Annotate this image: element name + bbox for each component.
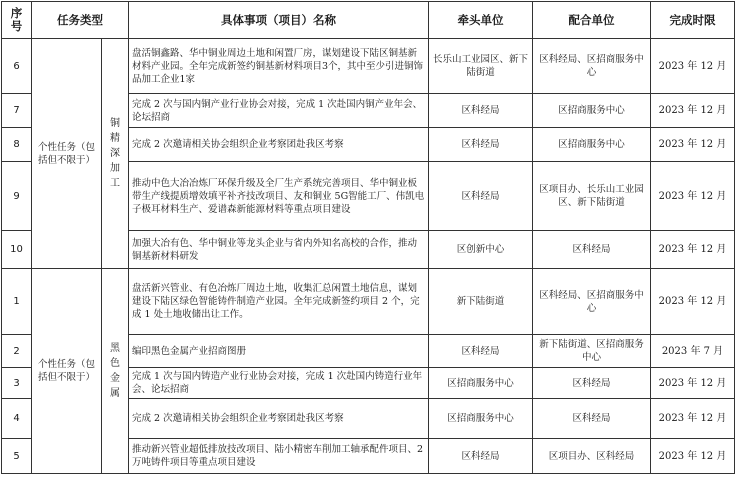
lead-cell: 区科经局	[429, 162, 533, 231]
seq-cell: 6	[2, 39, 32, 94]
lead-cell: 新下陆街道	[429, 269, 533, 335]
item-cell: 完成 2 次邀请相关协会组织企业考察团赴我区考察	[129, 128, 429, 162]
seq-cell: 3	[2, 368, 32, 399]
task-type-cell: 个性任务（包括但不限于）	[32, 269, 102, 474]
deadline-cell: 2023 年 12 月	[651, 368, 735, 399]
item-cell: 推动新兴管业超低排放技改项目、陆小精密车削加工轴承配件项目、2 万吨铸件项目等重点项目建设	[129, 439, 429, 474]
seq-cell: 9	[2, 162, 32, 231]
lead-cell: 区科经局	[429, 128, 533, 162]
deadline-cell: 2023 年 12 月	[651, 231, 735, 269]
table-row	[2, 269, 735, 335]
coop-cell: 区科经局	[533, 231, 651, 269]
seq-cell: 7	[2, 94, 32, 128]
lead-cell: 区招商服务中心	[429, 368, 533, 399]
lead-cell: 区创新中心	[429, 231, 533, 269]
deadline-cell: 2023 年 12 月	[651, 439, 735, 474]
seq-cell: 5	[2, 439, 32, 474]
coop-cell: 区科经局、区招商服务中心	[533, 269, 651, 335]
lead-cell: 区科经局	[429, 439, 533, 474]
task-table	[1, 1, 735, 474]
lead-cell: 区科经局	[429, 335, 533, 368]
category-cell: 黑色金属	[102, 269, 129, 474]
item-cell: 加强大冶有色、华中铜业等龙头企业与省内外知名高校的合作，推动铜基新材料研发	[129, 231, 429, 269]
item-cell: 完成 2 次与国内铜产业行业协会对接，完成 1 次赴国内铜产业年会、论坛招商	[129, 94, 429, 128]
lead-cell: 区科经局	[429, 94, 533, 128]
deadline-cell: 2023 年 12 月	[651, 128, 735, 162]
coop-cell: 区项目办、长乐山工业园区、新下陆街道	[533, 162, 651, 231]
deadline-cell: 2023 年 12 月	[651, 162, 735, 231]
header-coop: 配合单位	[533, 2, 651, 39]
item-cell: 完成 1 次与国内铸造产业行业协会对接，完成 1 次赴国内铸造行业年会、论坛招商	[129, 368, 429, 399]
deadline-cell: 2023 年 12 月	[651, 39, 735, 94]
deadline-cell: 2023 年 12 月	[651, 269, 735, 335]
coop-cell: 区科经局、区招商服务中心	[533, 39, 651, 94]
coop-cell: 区招商服务中心	[533, 128, 651, 162]
item-cell: 推动中色大冶冶炼厂环保升级及全厂生产系统完善项目、华中铜业板带生产线提质增效填平补齐技改项目、友和铜业 5G智能工厂、伟凯电子极耳材料生产、爱谱森新能源材料等重点项目建设	[129, 162, 429, 231]
deadline-cell: 2023 年 7 月	[651, 335, 735, 368]
seq-cell: 8	[2, 128, 32, 162]
lead-cell: 区招商服务中心	[429, 399, 533, 439]
item-cell: 盘活新兴管业、有色冶炼厂周边土地，收集汇总闲置土地信息，谋划建设下陆区绿色智能铸件制造产业园。全年完成新签约项目 2 个，完成 1 处土地收储出让工作。	[129, 269, 429, 335]
header-type: 任务类型	[32, 2, 129, 39]
seq-cell: 2	[2, 335, 32, 368]
header-row	[2, 2, 735, 39]
seq-cell: 4	[2, 399, 32, 439]
seq-cell: 1	[2, 269, 32, 335]
header-deadline: 完成时限	[651, 2, 735, 39]
item-cell: 完成 2 次邀请相关协会组织企业考察团赴我区考察	[129, 399, 429, 439]
coop-cell: 区科经局	[533, 368, 651, 399]
coop-cell: 新下陆街道、区招商服务中心	[533, 335, 651, 368]
category-cell: 铜精深加工	[102, 39, 129, 269]
task-type-cell: 个性任务（包括但不限于）	[32, 39, 102, 269]
lead-cell: 长乐山工业园区、新下陆街道	[429, 39, 533, 94]
table-row	[2, 39, 735, 94]
header-seq: 序号	[2, 2, 32, 39]
coop-cell: 区项目办、区科经局	[533, 439, 651, 474]
item-cell: 盘活铜鑫路、华中铜业周边土地和闲置厂房，谋划建设下陆区铜基新材料产业园。全年完成新签约铜基新材料项目3个，其中至少引进铜饰品加工企业1家	[129, 39, 429, 94]
deadline-cell: 2023 年 12 月	[651, 399, 735, 439]
deadline-cell: 2023 年 12 月	[651, 94, 735, 128]
header-item: 具体事项（项目）名称	[129, 2, 429, 39]
seq-cell: 10	[2, 231, 32, 269]
coop-cell: 区科经局	[533, 399, 651, 439]
header-lead: 牵头单位	[429, 2, 533, 39]
item-cell: 编印黑色金属产业招商图册	[129, 335, 429, 368]
coop-cell: 区招商服务中心	[533, 94, 651, 128]
